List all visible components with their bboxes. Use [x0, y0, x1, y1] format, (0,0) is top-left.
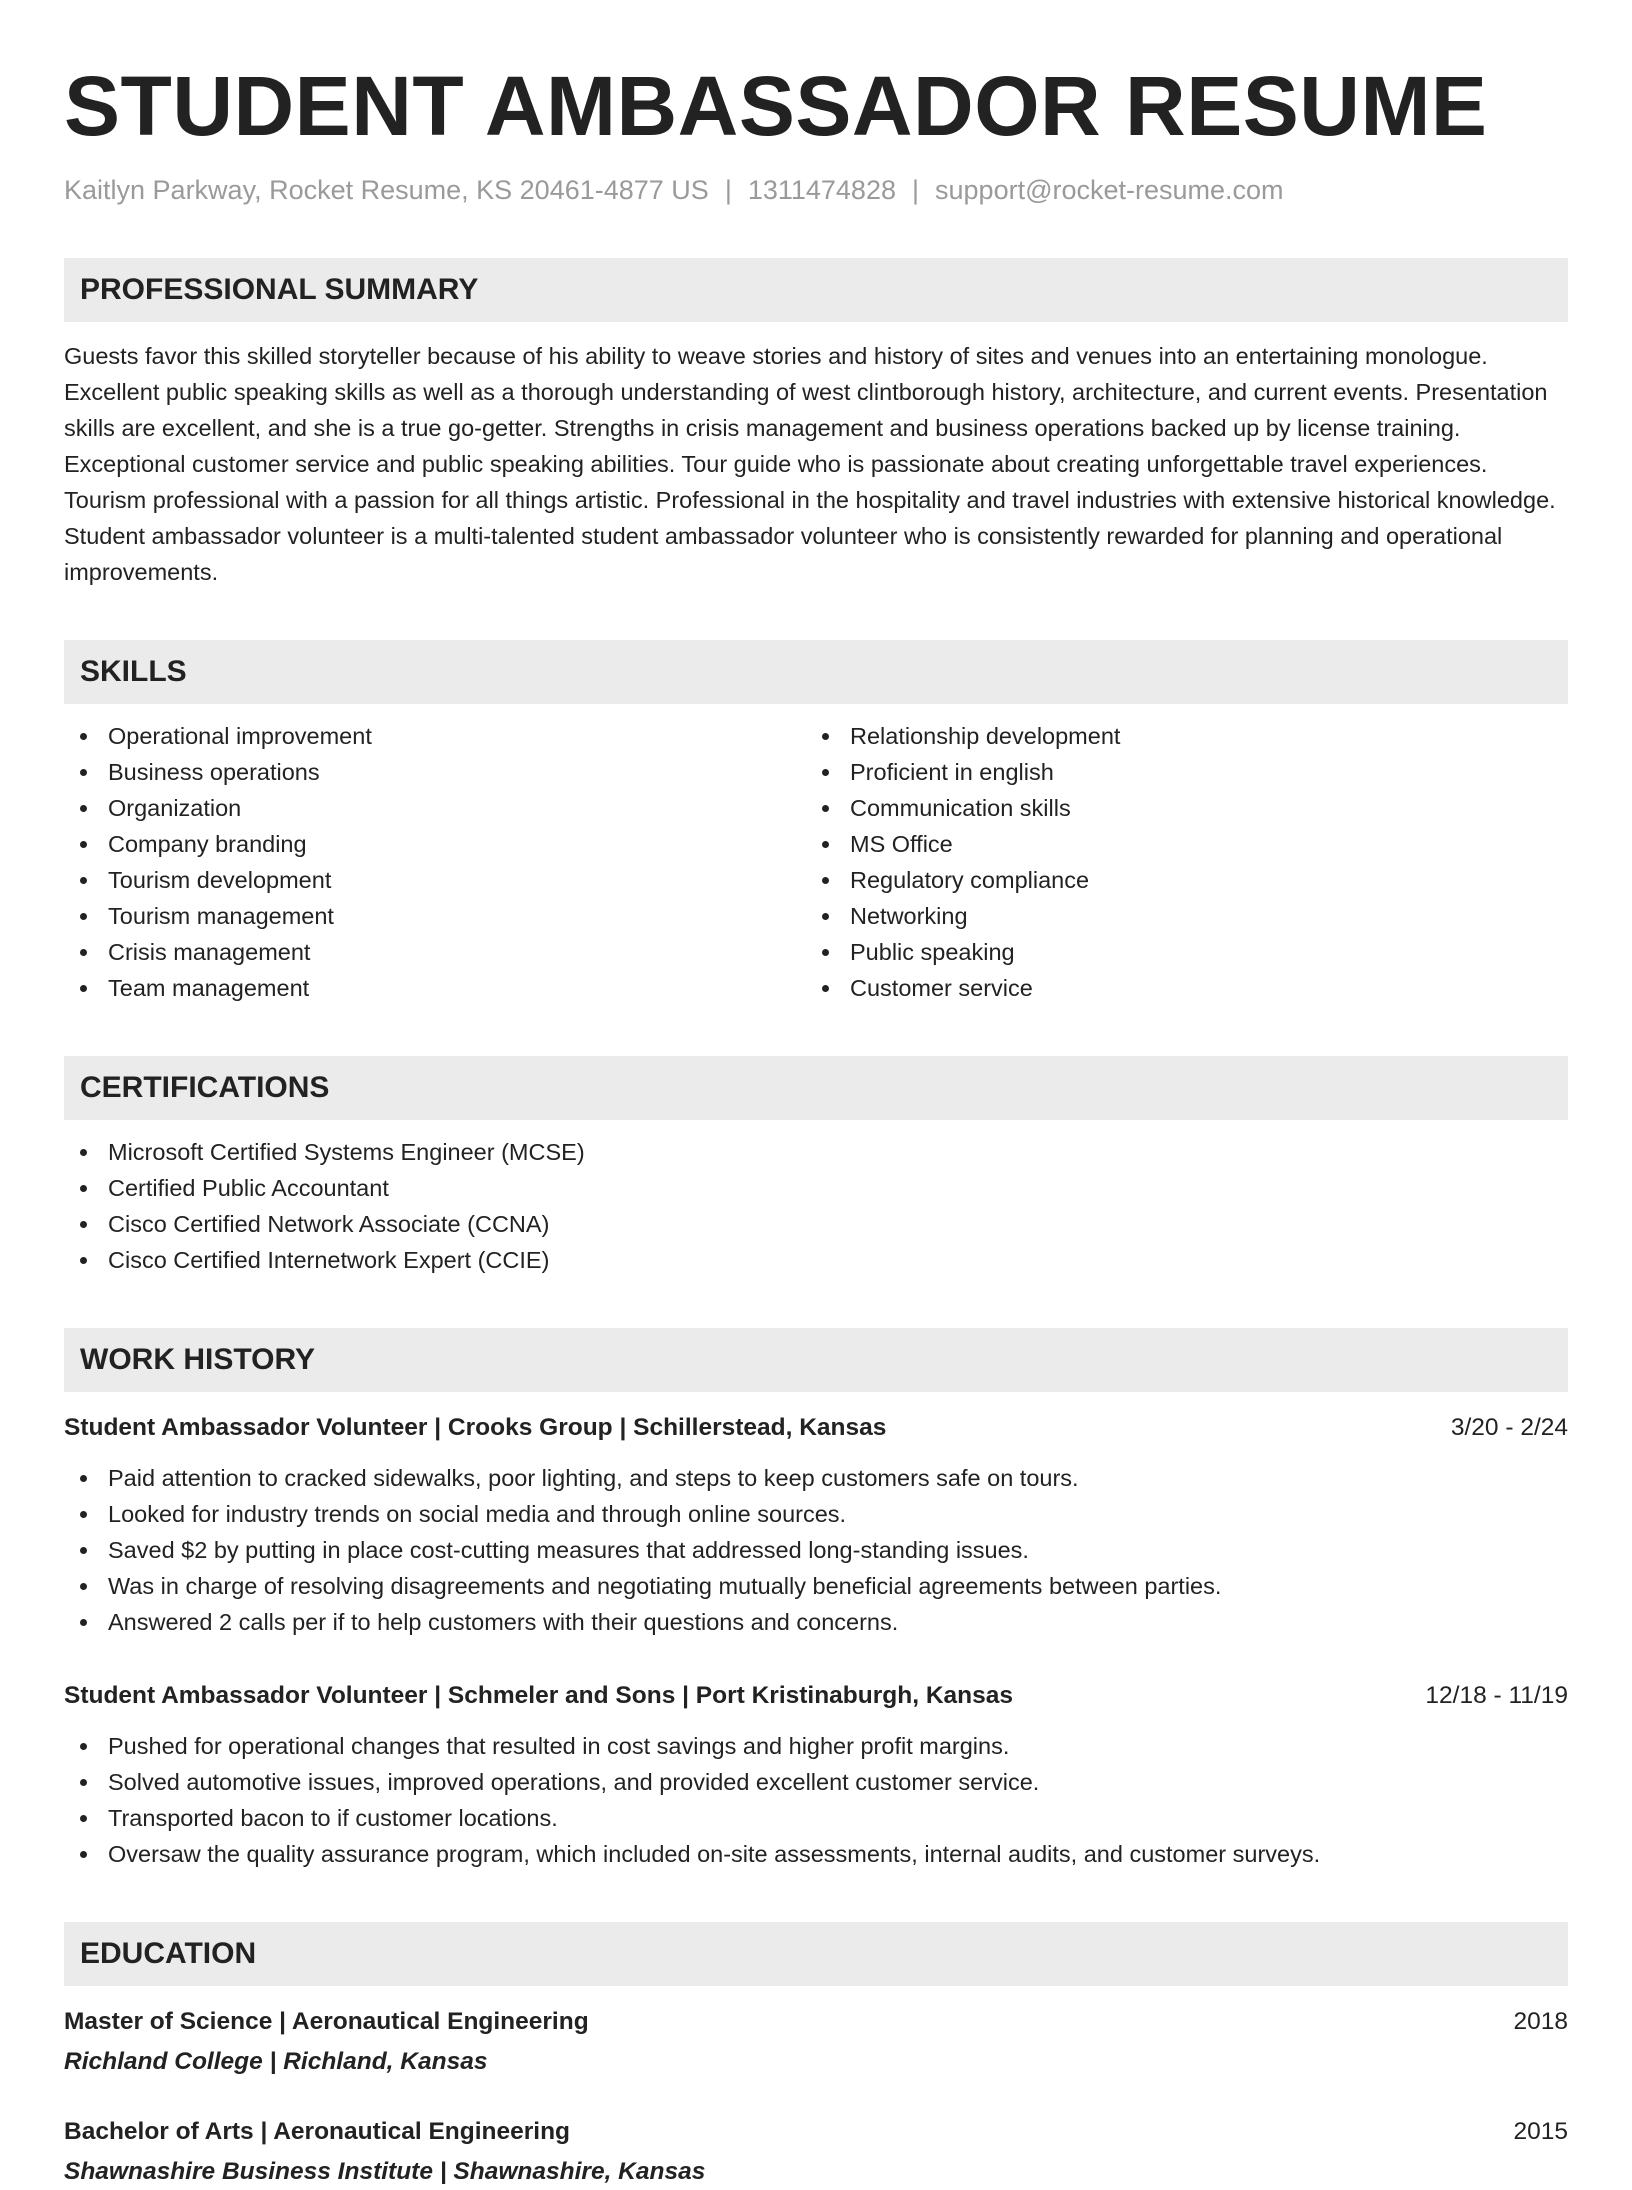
- job-entry: [64, 1410, 1568, 1640]
- job-bullet: Saved $2 by putting in place cost-cutting measures that addressed long-standing issues.: [64, 1532, 1568, 1568]
- contact-address: Kaitlyn Parkway, Rocket Resume, KS 20461-4877 US: [64, 175, 709, 205]
- skill-item: Team management: [64, 970, 806, 1006]
- job-bullet: Paid attention to cracked sidewalks, poor lighting, and steps to keep customers safe on tours.: [64, 1460, 1568, 1496]
- skill-item: Public speaking: [806, 934, 1548, 970]
- education-year: 2018: [1513, 2008, 1568, 2035]
- certification-item: Microsoft Certified Systems Engineer (MCSE): [64, 1134, 1568, 1170]
- job-bullet: Was in charge of resolving disagreements and negotiating mutually beneficial agreements between parties.: [64, 1568, 1568, 1604]
- skills-list-right: [806, 718, 1548, 1006]
- education-entry: [64, 2004, 1568, 2080]
- summary-text: Guests favor this skilled storyteller because of his ability to weave stories and history of sites and venues into an entertaining monologue. Excellent public speaking skills as well as a thorough understanding of west clintborough history, architecture, and current events. Presentation skills are excellent, and she is a true go-getter. Strengths in crisis management and business operations backed up by license training. Exceptional customer service and public speaking abilities. Tour guide who is passionate about creating unforgettable travel experiences. Tourism professional with a passion for all things artistic. Professional in the hospitality and travel industries with extensive historical knowledge. Student ambassador volunteer is a multi-talented student ambassador volunteer who is consistently rewarded for planning and operational improvements.: [64, 343, 1556, 585]
- contact-separator: |: [724, 175, 732, 205]
- job-entry: [64, 1678, 1568, 1872]
- job-dates: 12/18 - 11/19: [1425, 1682, 1568, 1709]
- section-header-work-history: WORK HISTORY: [64, 1328, 1568, 1392]
- job-bullet: Oversaw the quality assurance program, which included on-site assessments, internal audits, and customer surveys.: [64, 1836, 1568, 1872]
- certification-item: Certified Public Accountant: [64, 1170, 1568, 1206]
- section-header-education: EDUCATION: [64, 1922, 1568, 1986]
- contact-phone: 1311474828: [747, 175, 896, 205]
- skill-item: Customer service: [806, 970, 1548, 1006]
- education-year: 2015: [1513, 2118, 1568, 2145]
- job-bullet: Transported bacon to if customer locations.: [64, 1800, 1568, 1836]
- job-header: [64, 1410, 1568, 1446]
- section-header-certifications: CERTIFICATIONS: [64, 1056, 1568, 1120]
- contact-line: [64, 172, 1568, 208]
- skill-item: Relationship development: [806, 718, 1548, 754]
- skill-item: Networking: [806, 898, 1548, 934]
- education-entry: [64, 2114, 1568, 2190]
- contact-separator: |: [912, 175, 920, 205]
- skill-item: Company branding: [64, 826, 806, 862]
- resume-title: STUDENT AMBASSADOR RESUME: [64, 59, 1488, 153]
- education-school: Shawnashire Business Institute | Shawnashire, Kansas: [64, 2158, 706, 2185]
- job-bullets: [64, 1728, 1568, 1872]
- job-title: Student Ambassador Volunteer | Schmeler and Sons | Port Kristinaburgh, Kansas: [64, 1682, 1013, 1709]
- certification-item: Cisco Certified Internetwork Expert (CCIE): [64, 1242, 1568, 1278]
- job-bullet: Answered 2 calls per if to help customers with their questions and concerns.: [64, 1604, 1568, 1640]
- skill-item: Communication skills: [806, 790, 1548, 826]
- section-header-summary: PROFESSIONAL SUMMARY: [64, 258, 1568, 322]
- skill-item: Tourism management: [64, 898, 806, 934]
- skill-item: Tourism development: [64, 862, 806, 898]
- skill-item: Organization: [64, 790, 806, 826]
- contact-email: support@rocket-resume.com: [935, 175, 1284, 205]
- skill-item: Operational improvement: [64, 718, 806, 754]
- skill-item: MS Office: [806, 826, 1548, 862]
- skills-grid: [64, 704, 1568, 1006]
- job-title: Student Ambassador Volunteer | Crooks Group | Schillerstead, Kansas: [64, 1414, 887, 1441]
- job-header: [64, 1678, 1568, 1714]
- certification-item: Cisco Certified Network Associate (CCNA): [64, 1206, 1568, 1242]
- job-bullet: Pushed for operational changes that resulted in cost savings and higher profit margins.: [64, 1728, 1568, 1764]
- job-bullet: Solved automotive issues, improved operations, and provided excellent customer service.: [64, 1764, 1568, 1800]
- skill-item: Proficient in english: [806, 754, 1548, 790]
- education-school: Richland College | Richland, Kansas: [64, 2048, 488, 2075]
- skill-item: Crisis management: [64, 934, 806, 970]
- education-degree: Bachelor of Arts | Aeronautical Engineering: [64, 2118, 571, 2145]
- certifications-list: [64, 1134, 1568, 1278]
- resume-page: [64, 0, 1568, 2190]
- job-dates: 3/20 - 2/24: [1450, 1414, 1568, 1441]
- job-bullets: [64, 1460, 1568, 1640]
- section-header-skills: SKILLS: [64, 640, 1568, 704]
- job-bullet: Looked for industry trends on social media and through online sources.: [64, 1496, 1568, 1532]
- skill-item: Business operations: [64, 754, 806, 790]
- skill-item: Regulatory compliance: [806, 862, 1548, 898]
- education-header: [64, 2114, 1568, 2150]
- education-degree: Master of Science | Aeronautical Engineering: [64, 2008, 589, 2035]
- skills-list-left: [64, 718, 806, 1006]
- education-header: [64, 2004, 1568, 2040]
